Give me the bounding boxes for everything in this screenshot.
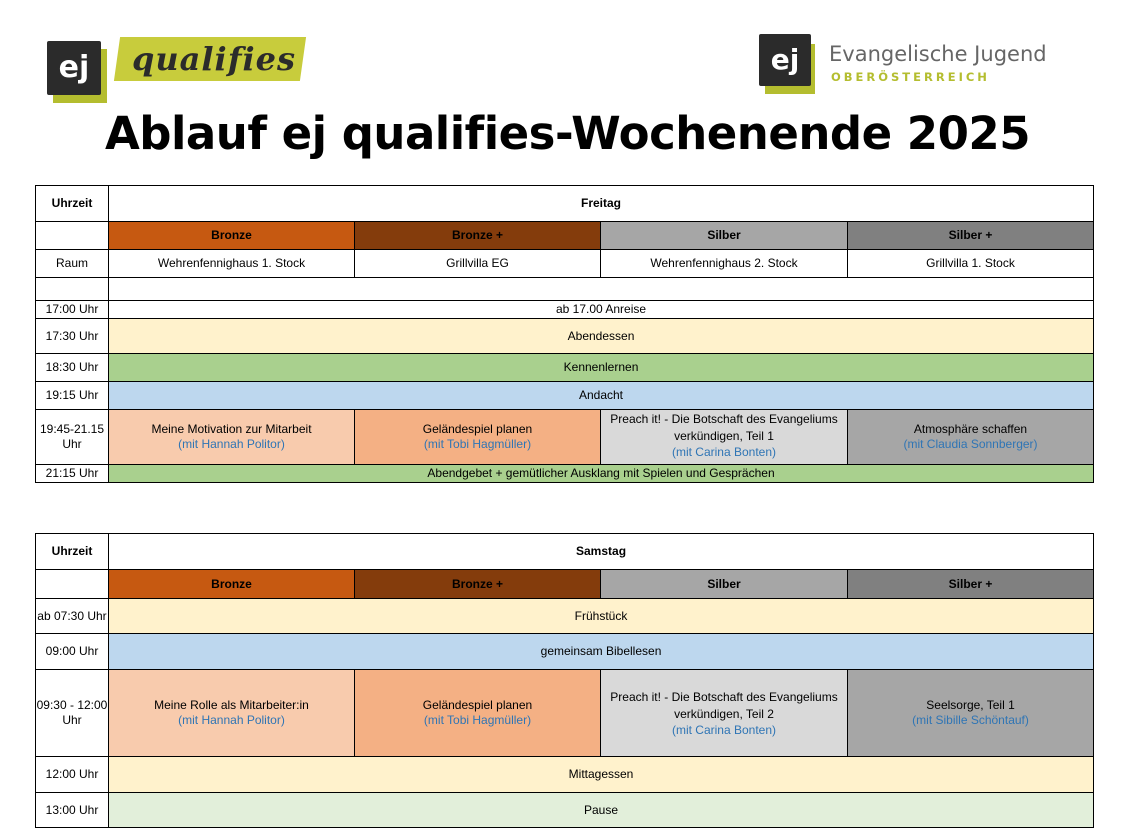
room-silber-plus: Grillvilla 1. Stock	[848, 250, 1094, 278]
workshop-cell	[601, 670, 848, 757]
time-cell: 09:30 - 12:00 Uhr	[36, 670, 109, 757]
level-silber: Silber	[601, 570, 848, 599]
workshop-leader: (mit Hannah Politor)	[178, 437, 285, 451]
time-cell: 17:00 Uhr	[36, 301, 109, 319]
workshop-title: Geländespiel planen	[422, 698, 533, 712]
level-silber-plus: Silber +	[848, 222, 1094, 250]
workshop-leader: (mit Tobi Hagmüller)	[423, 713, 532, 727]
schedule-item-abendgebet: Abendgebet + gemütlicher Ausklang mit Spielen und Gesprächen	[109, 465, 1094, 483]
time-cell: 13:00 Uhr	[36, 793, 109, 828]
freitag-schedule	[35, 185, 1094, 483]
workshop-title: Atmosphäre schaffen	[913, 422, 1028, 436]
time-cell: ab 07:30 Uhr	[36, 599, 109, 634]
raum-label: Raum	[36, 250, 109, 278]
empty-cell	[36, 222, 109, 250]
schedule-item-kennenlernen: Kennenlernen	[109, 354, 1094, 382]
page-title: Ablauf ej qualifies-Wochenende 2025	[104, 107, 1031, 160]
brand-name: Evangelische Jugend	[829, 42, 1047, 66]
workshop-title: Preach it! - Die Botschaft des Evangeliums verkündigen, Teil 1	[610, 412, 838, 443]
uhrzeit-header: Uhrzeit	[36, 186, 109, 222]
level-silber: Silber	[601, 222, 848, 250]
time-cell: 12:00 Uhr	[36, 757, 109, 793]
workshop-title: Geländespiel planen	[422, 422, 533, 436]
workshop-title: Seelsorge, Teil 1	[926, 698, 1015, 712]
workshop-title: Preach it! - Die Botschaft des Evangeliums verkündigen, Teil 2	[610, 689, 838, 721]
workshop-cell	[848, 670, 1094, 757]
time-cell: 21:15 Uhr	[36, 465, 109, 483]
workshop-cell	[109, 410, 355, 465]
schedule-item-mittagessen: Mittagessen	[109, 757, 1094, 793]
spacer-cell	[36, 278, 109, 301]
spacer-cell	[109, 278, 1094, 301]
workshop-leader: (mit Claudia Sonnberger)	[903, 437, 1038, 451]
uhrzeit-header: Uhrzeit	[36, 534, 109, 570]
level-bronze-plus: Bronze +	[355, 570, 601, 599]
schedule-item-bibellesen: gemeinsam Bibellesen	[109, 634, 1094, 670]
evangelische-jugend-logo	[757, 30, 1053, 96]
day-header-samstag: Samstag	[109, 534, 1094, 570]
schedule-item-fruehstueck: Frühstück	[109, 599, 1094, 634]
schedule-item-abendessen: Abendessen	[109, 319, 1094, 354]
time-cell: 09:00 Uhr	[36, 634, 109, 670]
workshop-cell	[355, 670, 601, 757]
workshop-title: Meine Motivation zur Mitarbeit	[151, 422, 312, 436]
ej-qualifies-logo	[47, 31, 307, 103]
samstag-schedule	[35, 533, 1094, 828]
workshop-leader: (mit Carina Bonten)	[671, 445, 777, 459]
schedule-item-andacht: Andacht	[109, 382, 1094, 410]
time-cell: 19:45-21.15 Uhr	[36, 410, 109, 465]
workshop-leader: (mit Tobi Hagmüller)	[423, 437, 532, 451]
schedule-item-anreise: ab 17.00 Anreise	[109, 301, 1094, 319]
day-header-freitag: Freitag	[109, 186, 1094, 222]
time-cell: 17:30 Uhr	[36, 319, 109, 354]
time-cell: 18:30 Uhr	[36, 354, 109, 382]
level-bronze: Bronze	[109, 570, 355, 599]
brand-region: OBERÖSTERREICH	[831, 70, 990, 84]
workshop-leader: (mit Sibille Schöntauf)	[912, 713, 1029, 727]
level-silber-plus: Silber +	[848, 570, 1094, 599]
schedule-item-pause: Pause	[109, 793, 1094, 828]
time-cell: 19:15 Uhr	[36, 382, 109, 410]
ej-mark: ej	[759, 34, 811, 86]
room-bronze-plus: Grillvilla EG	[355, 250, 601, 278]
empty-cell	[36, 570, 109, 599]
ej-mark: ej	[47, 41, 101, 95]
workshop-cell	[601, 410, 848, 465]
workshop-cell	[109, 670, 355, 757]
workshop-leader: (mit Hannah Politor)	[178, 713, 285, 727]
workshop-title: Meine Rolle als Mitarbeiter:in	[154, 698, 309, 712]
qualifies-wordmark: qualifies	[132, 40, 296, 78]
room-silber: Wehrenfennighaus 2. Stock	[601, 250, 848, 278]
level-bronze: Bronze	[109, 222, 355, 250]
room-bronze: Wehrenfennighaus 1. Stock	[109, 250, 355, 278]
workshop-leader: (mit Carina Bonten)	[671, 722, 777, 737]
workshop-cell	[355, 410, 601, 465]
workshop-cell	[848, 410, 1094, 465]
level-bronze-plus: Bronze +	[355, 222, 601, 250]
